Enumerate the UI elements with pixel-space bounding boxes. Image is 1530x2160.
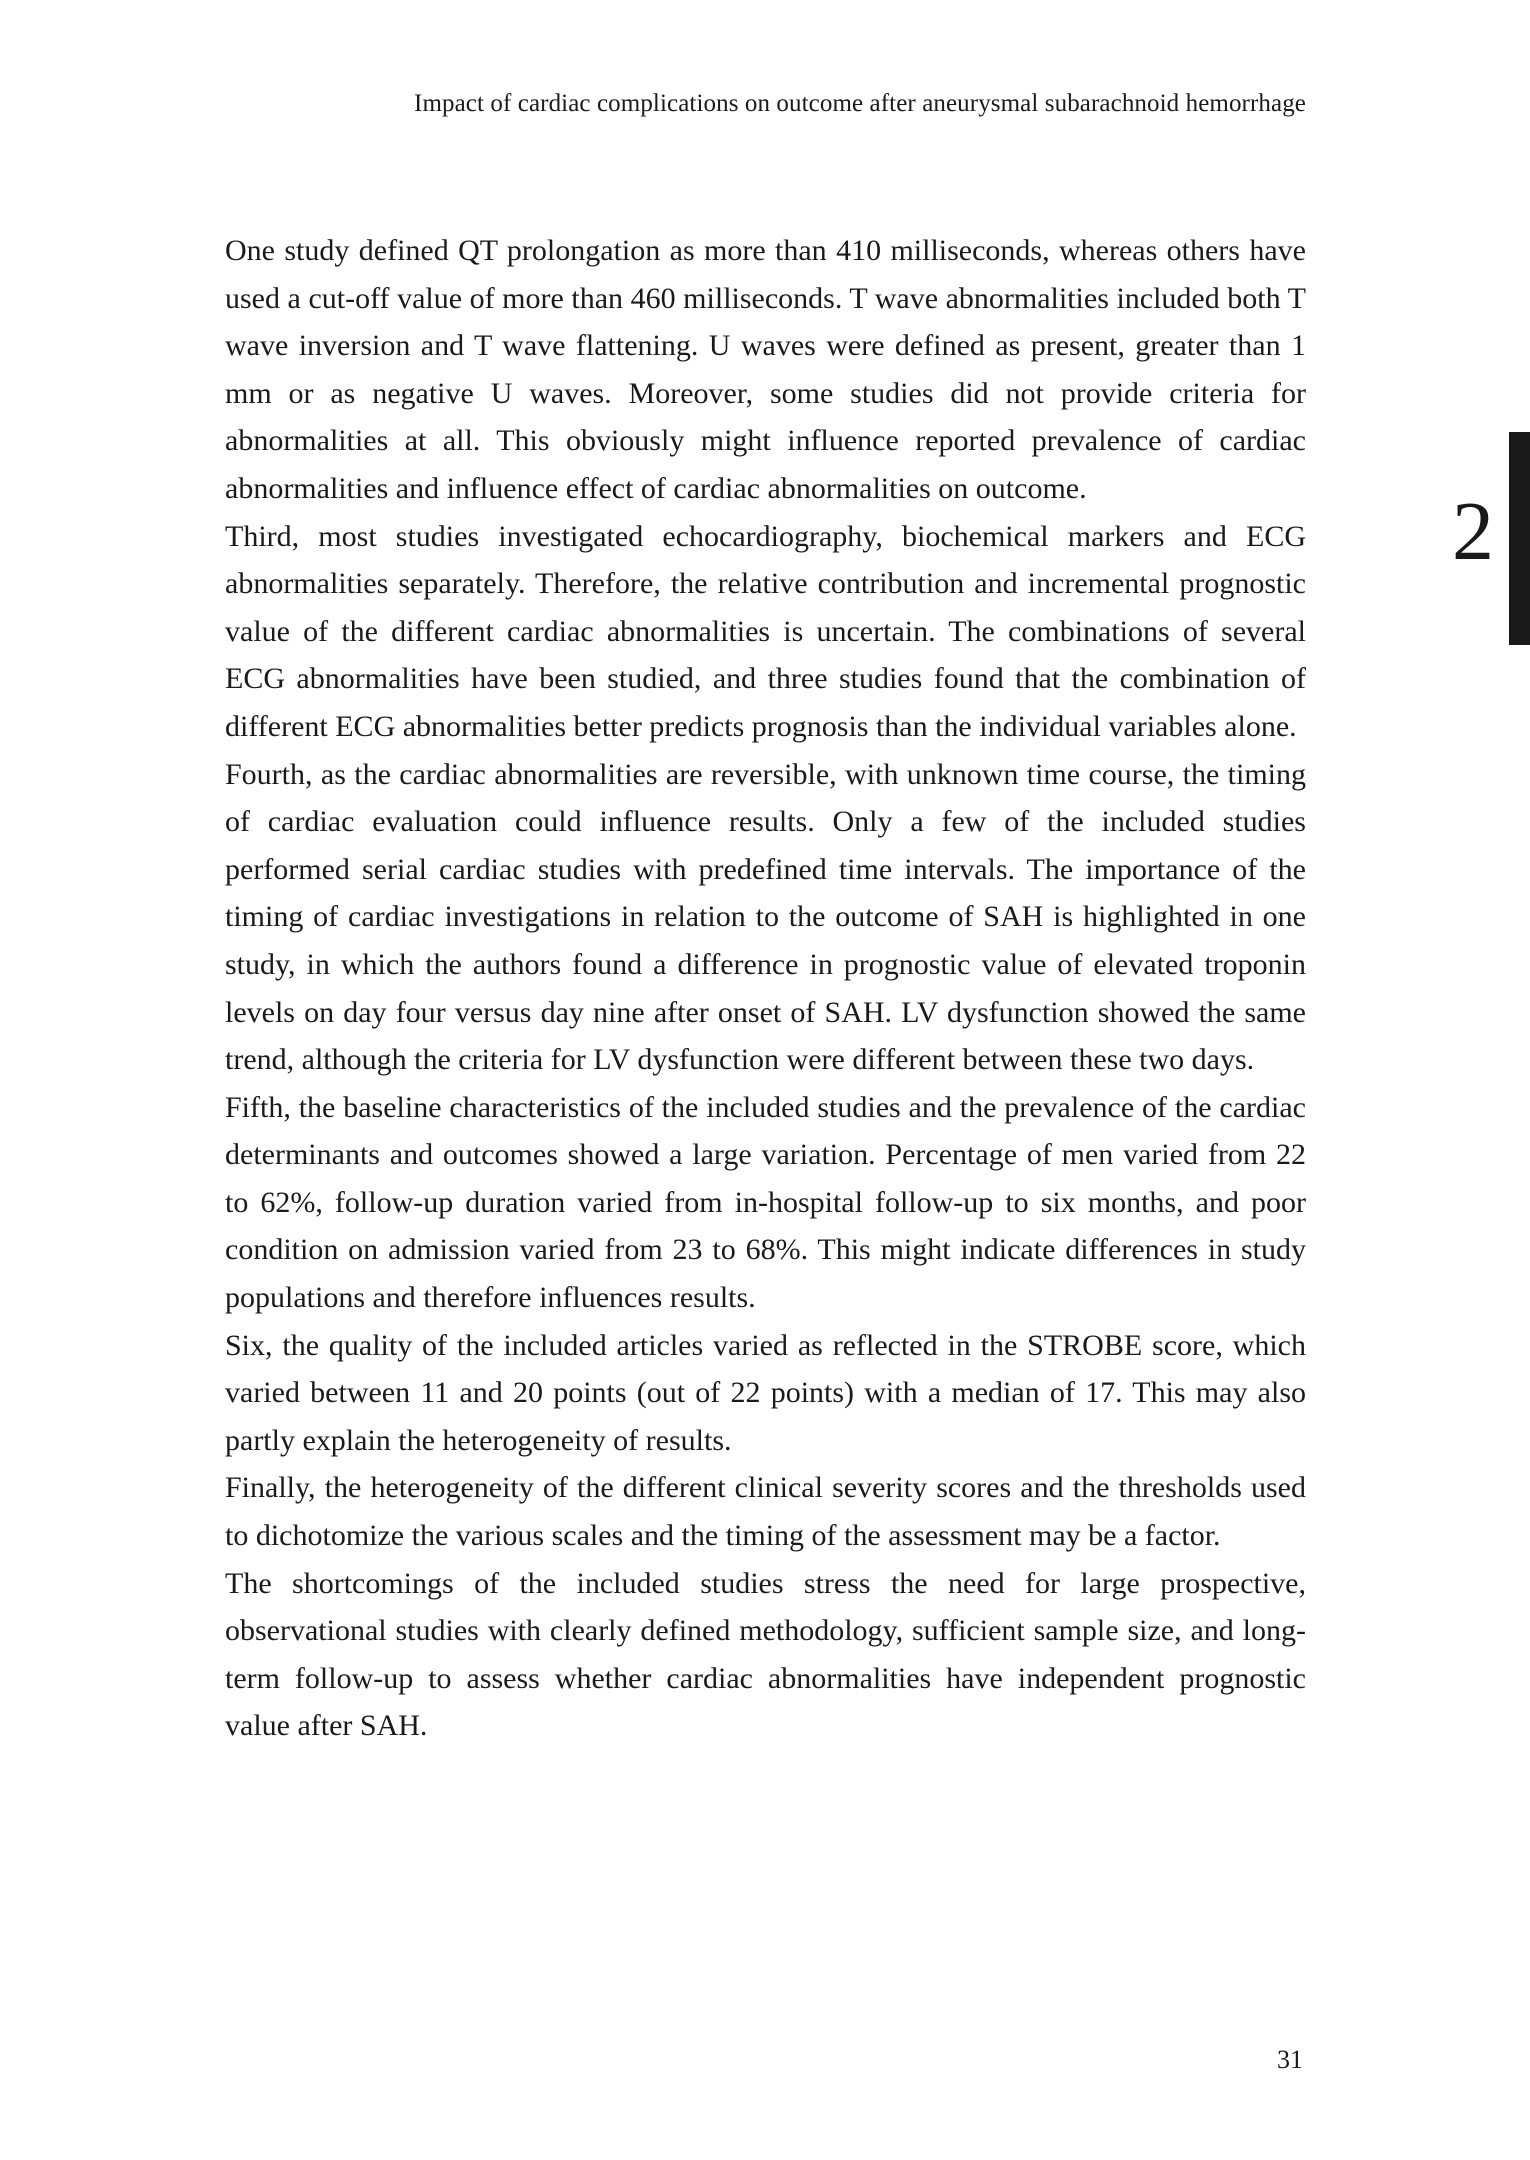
body-text [225, 227, 1306, 1750]
paragraph-qt-criteria: One study defined QT prolongation as more than 410 milliseconds, whereas others have used a cut-off value of more than 460 milliseconds. T wave abnormalities included both T wave inversion and T wave flattening. U waves were defined as present, greater than 1 mm or as negative U waves. Moreover, some studies did not provide criteria for abnormalities at all. This obviously might influence reported prevalence of cardiac abnormalities and influence effect of cardiac abnormalities on outcome. [225, 234, 1306, 505]
chapter-number: 2 [1452, 485, 1494, 578]
paragraph-fourth: Fourth, as the cardiac abnormalities are reversible, with unknown time course, the timing of cardiac evaluation could influence results. Only a few of the included studies performed serial cardiac studies with predefined time intervals. The importance of the timing of cardiac investigations in relation to the outcome of SAH is highlighted in one study, in which the authors found a difference in prognostic value of elevated troponin levels on day four versus day nine after onset of SAH. LV dysfunction showed the same trend, although the criteria for LV dysfunction were different between these two days. [225, 757, 1306, 1077]
paragraph-shortcomings: The shortcomings of the included studies stress the need for large prospective, observational studies with clearly defined methodology, sufficient sample size, and long-term follow-up to assess whether cardiac abnormalities have independent prognostic value after SAH. [225, 1566, 1306, 1743]
paragraph-fifth: Fifth, the baseline characteristics of the included studies and the prevalence of the cardiac determinants and outcomes showed a large variation. Percentage of men varied from 22 to 62%, follow-up duration varied from in-hospital follow-up to six months, and poor condition on admission varied from 23 to 68%. This might indicate differences in study populations and therefore influences results. [225, 1090, 1306, 1315]
paragraph-six: Six, the quality of the included articles varied as reflected in the STROBE score, which varied between 11 and 20 points (out of 22 points) with a median of 17. This may also partly explain the heterogeneity of results. [225, 1328, 1306, 1457]
paragraph-finally: Finally, the heterogeneity of the different clinical severity scores and the thresholds used to dichotomize the various scales and the timing of the assessment may be a factor. [225, 1471, 1306, 1553]
page-number: 31 [1277, 2045, 1303, 2074]
running-header: Impact of cardiac complications on outcome after aneurysmal subarachnoid hemorrhage [414, 90, 1306, 117]
paragraph-third: Third, most studies investigated echocardiography, biochemical markers and ECG abnormalities separately. Therefore, the relative contribution and incremental prognostic value of the different cardiac abnormalities is uncertain. The combinations of several ECG abnormalities have been studied, and three studies found that the combination of different ECG abnormalities better predicts prognosis than the individual variables alone. [225, 519, 1306, 743]
chapter-thumb-tab [1509, 432, 1530, 645]
